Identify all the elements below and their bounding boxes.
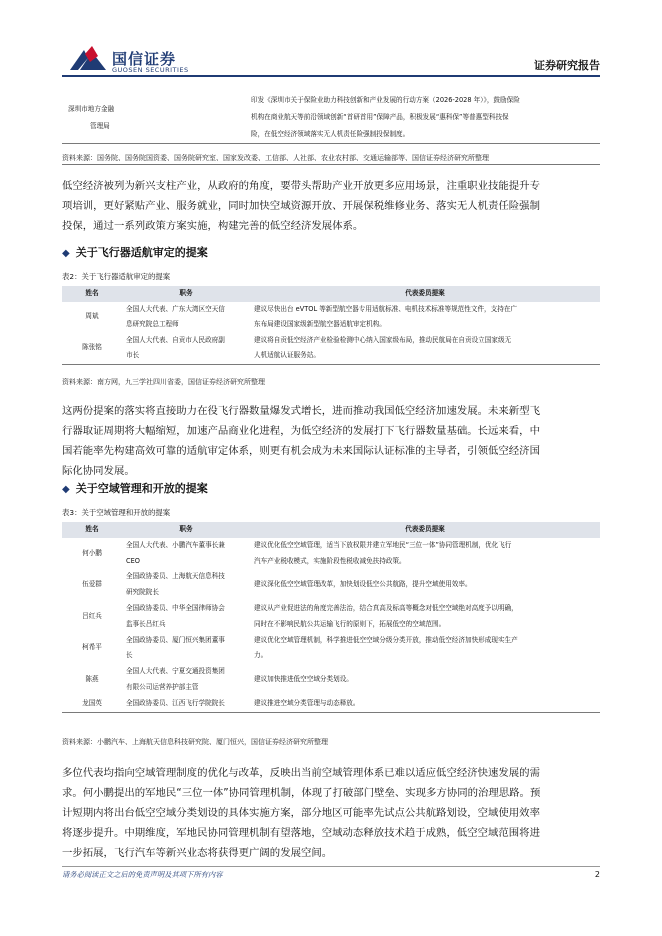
table-row: 龙国英 全国政协委员、江西飞行学院院长 建议推进空域分类管理与动态释放。 — [62, 696, 600, 712]
table-row: 陈燕 全国人大代表、宁夏交通投资集团 有限公司运营养护部主管 建议加快推进低空空域分类划设。 — [85, 667, 353, 691]
table-row: 周斌 全国人大代表、广东大湾区空天信 息研究院总工程师 建议尽快出台 eVTOL 等新型航空器专用适航标准、电机技术标准等规范性文件，支持在广 东布局建设国家级新型航空器适航审定机构。 — [85, 304, 518, 328]
company-logo — [68, 44, 198, 78]
table3-source: 资料来源：小鹏汽车、上海航天信息科技研究院、厦门恒兴，国信证券经济研究所整理 — [62, 738, 328, 746]
column-header-duty: 职务 — [122, 286, 250, 302]
table2-source: 资料来源：南方网，九三学社四川省委，国信证券经济研究所整理 — [62, 378, 265, 386]
paragraph-2: 这两份提案的落实将直接助力在役飞行器数量爆发式增长，进而推动我国低空经济加速发展。未来新型飞 行器取证周期将大幅缩短，加速产品商业化进程，为低空经济的发展打下飞行器数量基础。长远来看，中 国若能率先构建高效可靠的适航审定体系，则更有机会成为未来国际认证标准的主导者，引领低空经济国 际化协同发展。 — [62, 405, 540, 477]
footer-disclaimer: 请务必阅读正文之后的免责声明及其项下所有内容 — [62, 870, 223, 879]
diamond-bullet-icon: ◆ — [62, 248, 70, 259]
policy-table-tail — [62, 92, 600, 144]
column-header-name: 姓名 — [62, 522, 122, 538]
section-heading-airworthiness: ◆ 关于飞行器适航审定的提案 — [62, 246, 208, 259]
table-row: 柯希平 全国政协委员、厦门恒兴集团董事 长 建议优化空域管理机制，科学推进低空空域分级分类开放，推动低空经济加快形成现实生产 力。 — [82, 635, 518, 660]
page-number: 2 — [594, 870, 600, 879]
logo-en-text: GUOSEN SECURITIES — [112, 66, 189, 74]
source-divider — [62, 164, 600, 165]
table-row: 伍爱群 全国政协委员、上海航天信息科技 研究院院长 建议深化低空空域管理改革，加快划设低空公共航路，提升空域使用效率。 — [82, 572, 472, 597]
logo-mark-icon — [68, 44, 108, 76]
paragraph-3: 多位代表均指向空域管理制度的优化与改革，反映出当前空域管理体系已难以适应低空经济快速发展的需 求。何小鹏提出的军地民“三位一体”协同管理机制，体现了打破部门壁垒、实现多方协同的治理思路。预 计短期内将出台低空空域分类划设的具体实施方案，部分地区可能率先试点公共航路划设，空域使用效率 将逐步提升。中期维度，军地民协同管理机制有望落地，空域动态释放技术趋于成熟，低空空域范围将进 一步拓展，飞行汽车等新兴业态将获得更广阔的发展空间。 — [62, 767, 541, 859]
diamond-bullet-icon: ◆ — [62, 484, 70, 495]
logo-cn-text: 国信证券 — [112, 50, 177, 68]
column-header-proposal: 代表委员提案 — [250, 522, 600, 538]
airspace-table — [62, 522, 600, 713]
table1-source: 资料来源：国务院、国务院国资委、国务院研究室、国家发改委、工信部、人社部、农业农村部、交通运输部等、国信证券经济研究所整理 — [62, 154, 489, 162]
section-heading-airspace: ◆ 关于空域管理和开放的提案 — [62, 482, 208, 495]
column-header-proposal: 代表委员提案 — [250, 286, 600, 302]
table-row: 陈张铭 全国人大代表、自贡市人民政府副 市长 建议将自贡低空经济产业检验检测中心纳入国家级布局，推动民航局在自贡设立国家级无 人机适航认证服务站。 — [62, 333, 600, 365]
table3-caption: 表3：关于空域管理和开放的提案 — [62, 508, 171, 517]
table-cell-org: 深圳市地方金融 管理局 — [62, 92, 247, 144]
header-divider — [62, 75, 600, 77]
footer-divider — [62, 866, 600, 867]
table-cell-content: 印发《深圳市关于保险业助力科技创新和产业发展的行动方案（2026-2028 年）》，鼓励保险 机构在商业航天等前沿领域创新“首研首用”保障产品，积极发展“惠科保”等普惠型科技保 险，在低空经济领域落实无人机责任险强制投保制度。 — [247, 92, 600, 144]
report-type-label: 证券研究报告 — [534, 59, 600, 72]
table-row: 何小鹏 全国人大代表、小鹏汽车董事长兼 CEO 建议优化低空空域管理，适当下放权限并建立军地民“三位一体”协同管理机制，优化飞行 汽车产业税收模式，实施阶段性税收减免扶持政策。 — [82, 540, 512, 565]
table-row: 吕红兵 全国政协委员、中华全国律师协会 监事长吕红兵 建议从产业促进法的角度完善法治，结合真高及标高等概念对低空空域绝对高度予以明确， 同时在不影响民航公共运输飞行的原则下，拓展低空的空域范围。 — [82, 603, 518, 628]
airworthiness-table — [62, 286, 600, 365]
paragraph-1: 低空经济被列为新兴支柱产业，从政府的角度，要带头帮助产业开放更多应用场景，注重职业技能提升专 项培训，更好紧贴产业、服务就业，同时加快空域资源开放、开展保税维修业务、落实无人机责任险强制 投保，通过一系列政策方案实施，构建完善的低空经济发展体系。 — [62, 180, 540, 232]
column-header-name: 姓名 — [62, 286, 122, 302]
column-header-duty: 职务 — [122, 522, 250, 538]
table2-caption: 表2：关于飞行器适航审定的提案 — [62, 272, 171, 281]
